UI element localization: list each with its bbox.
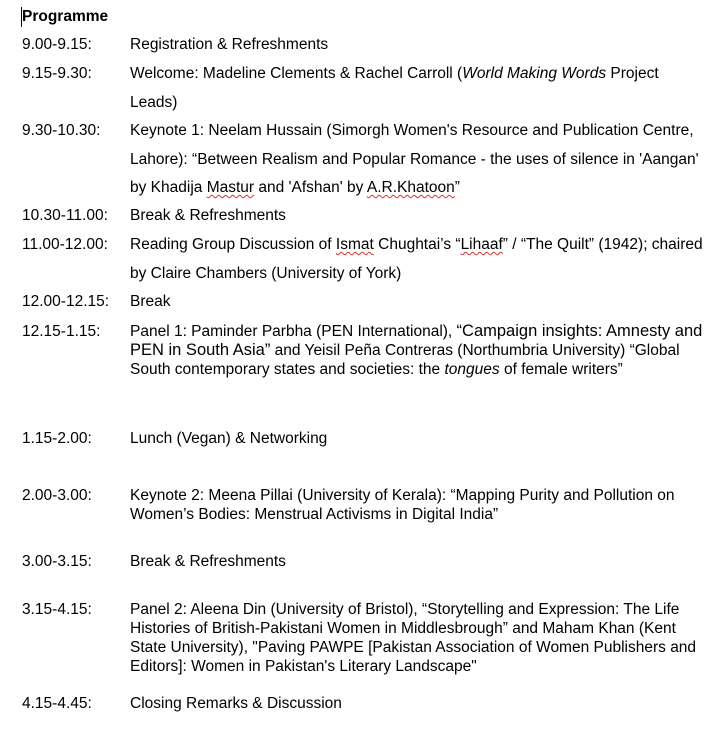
row-description: Closing Remarks & Discussion [130,695,342,712]
row-description: Keynote 1: Neelam Hussain (Simorgh Women's Resource and Publication Centre, Lahore): “Between Realism and Popular Romance - the uses of silence in 'Aangan' by Khadija Mastur and 'Afshan' by A.R.Khatoon” [130,122,699,196]
row-description: Keynote 2: Meena Pillai (University of Kerala): “Mapping Purity and Pollution on Women’s Bodies: Menstrual Activisms in Digital India” [130,487,675,523]
row-description: Break & Refreshments [130,553,286,570]
row-time: 11.00-12.00: [22,236,108,253]
row-time: 12.15-1.15: [22,323,101,340]
row-description: Registration & Refreshments [130,36,329,53]
page-title: Programme [22,8,109,25]
row-description: Panel 1: Paminder Parbha (PEN International), “Campaign insights: Amnesty and PEN in South Asia” and Yeisil Peña Contreras (Northumbria University) “Global South contemporary states and societies: the tongues of female writers” [130,322,703,378]
row-description: Panel 2: Aleena Din (University of Bristol), “Storytelling and Expression: The Life Histories of British-Pakistani Women in Middlesbrough” and Maham Khan (Kent State University), "Paving PAWPE [Pakistan Association of Women Publishers and Editors]: Women in Pakistan's Literary Landscape" [130,601,697,675]
row-time: 12.00-12.15: [22,293,110,310]
row-time: 3.00-3.15: [22,553,92,570]
row-time: 9.00-9.15: [22,36,92,53]
row-description: Lunch (Vegan) & Networking [130,430,328,447]
row-time: 4.15-4.45: [22,695,92,712]
row-description: Break [130,293,171,310]
row-time: 3.15-4.15: [22,601,92,618]
row-time: 9.30-10.30: [22,122,101,139]
row-description: Break & Refreshments [130,207,286,224]
row-time: 10.30-11.00: [22,207,108,224]
row-time: 9.15-9.30: [22,65,92,82]
row-description: Welcome: Madeline Clements & Rachel Carroll (World Making Words Project Leads) [130,65,659,111]
row-time: 1.15-2.00: [22,430,92,447]
row-time: 2.00-3.00: [22,487,92,504]
row-description: Reading Group Discussion of Ismat Chughtai’s “Lihaaf” / “The Quilt” (1942); chaired by Claire Chambers (University of York) [130,236,703,282]
